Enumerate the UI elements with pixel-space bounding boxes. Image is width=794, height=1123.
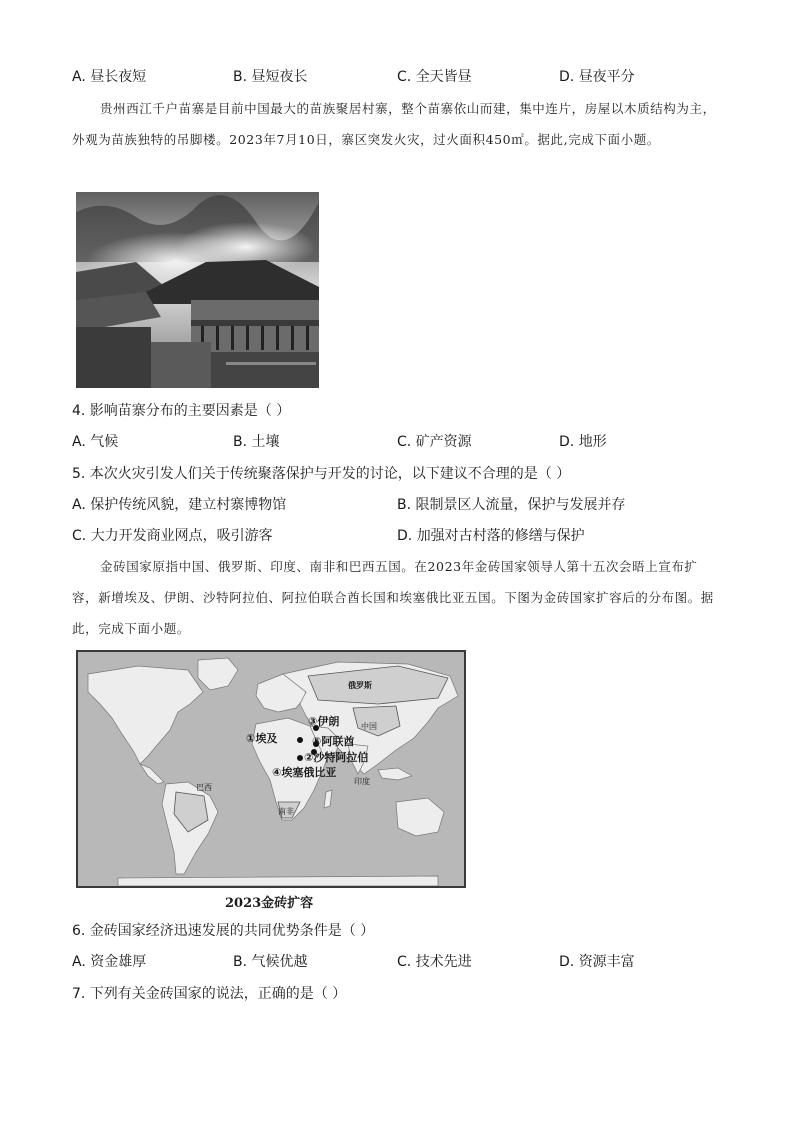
q3-option-c[interactable]: C. 全天皆昼	[397, 69, 472, 85]
map-label-iran: ③伊朗	[308, 715, 340, 728]
q6-stem: 6. 金砖国家经济迅速发展的共同优势条件是（ ）	[72, 923, 375, 939]
q5-option-d[interactable]: D. 加强对古村落的修缮与保护	[397, 528, 585, 544]
q6-option-b[interactable]: B. 气候优越	[233, 954, 308, 970]
map-label-saudi: ②沙特阿拉伯	[304, 751, 369, 764]
map-label-egypt: ①埃及	[246, 732, 278, 745]
q7-stem: 7. 下列有关金砖国家的说法，正确的是（ ）	[72, 986, 347, 1002]
passage-brics: 金砖国家原指中国、俄罗斯、印度、南非和巴西五国。在2023年金砖国家领导人第十五次会晤上宣布扩容，新增埃及、伊朗、沙特阿拉伯、阿拉伯联合酋长国和埃塞俄比亚五国。下图为金砖国家扩容后的分布图。据此，完成下面小题。	[72, 559, 714, 636]
q5-stem: 5. 本次火灾引发人们关于传统聚落保护与开发的讨论，以下建议不合理的是（ ）	[72, 466, 571, 482]
q5-options-row1	[72, 494, 732, 514]
q3-options	[72, 66, 732, 86]
map-label-ethiopia: ④埃塞俄比亚	[272, 766, 337, 779]
q4-option-c[interactable]: C. 矿产资源	[397, 434, 472, 450]
q5-option-a[interactable]: A. 保护传统风貌，建立村寨博物馆	[72, 497, 287, 513]
map-label-brazil: 巴西	[196, 783, 212, 792]
map-caption: 2023金砖扩容	[225, 896, 314, 911]
map-label-uae: ⑤阿联酋	[312, 735, 355, 748]
q4-option-a[interactable]: A. 气候	[72, 434, 119, 450]
map-label-china: 中国	[361, 722, 377, 731]
q6-option-a[interactable]: A. 资金雄厚	[72, 954, 147, 970]
q4-options	[72, 431, 732, 451]
q5-option-b[interactable]: B. 限制景区人流量，保护与发展并存	[397, 497, 626, 513]
map-label-russia: 俄罗斯	[348, 681, 372, 690]
q4-option-b[interactable]: B. 土壤	[233, 434, 280, 450]
map-label-india: 印度	[354, 777, 370, 786]
q3-option-d[interactable]: D. 昼夜平分	[559, 69, 635, 85]
q5-options-row2	[72, 525, 732, 545]
q4-stem: 4. 影响苗寨分布的主要因素是（ ）	[72, 403, 291, 419]
passage-miao-village: 贵州西江千户苗寨是目前中国最大的苗族聚居村寨，整个苗寨依山而建，集中连片，房屋以木质结构为主，外观为苗族独特的吊脚楼。2023年7月10日，寨区突发火灾，过火面积450㎡。据此,完成下面小题。	[72, 101, 716, 147]
map-label-south-africa: 南非	[278, 807, 294, 816]
q6-option-c[interactable]: C. 技术先进	[397, 954, 472, 970]
q6-options	[72, 951, 732, 971]
q4-option-d[interactable]: D. 地形	[559, 434, 607, 450]
q5-option-c[interactable]: C. 大力开发商业网点，吸引游客	[72, 528, 273, 544]
miao-village-fire-photo	[76, 192, 319, 388]
q3-option-b[interactable]: B. 昼短夜长	[233, 69, 308, 85]
brics-expansion-map	[76, 650, 466, 888]
q6-option-d[interactable]: D. 资源丰富	[559, 954, 635, 970]
q3-option-a[interactable]: A. 昼长夜短	[72, 69, 147, 85]
